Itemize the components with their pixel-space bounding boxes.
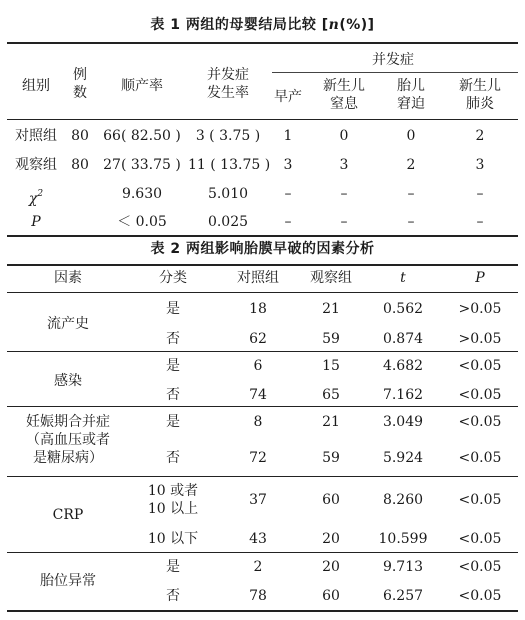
header-cases: [64, 66, 96, 102]
row-t: 8.260: [382, 492, 424, 508]
row-preterm: 1: [283, 128, 293, 144]
row-pneumonia: 2: [475, 128, 485, 144]
header-preterm: 早产: [274, 89, 302, 105]
table1-bottom-rule: [7, 235, 518, 237]
row-p: >0.05: [458, 331, 502, 347]
row-distress: 0: [406, 128, 416, 144]
row-t: 9.713: [382, 559, 424, 575]
row-category: 否: [166, 450, 180, 466]
header-asphyxia-line1: 新生儿: [323, 78, 365, 94]
row-category: 是: [166, 358, 180, 374]
header-comp-rate-line1: 并发症: [207, 67, 249, 83]
row-p: <0.05: [458, 492, 502, 508]
row-asphyxia: 0: [339, 128, 349, 144]
row-observe: 65: [322, 387, 340, 403]
row-category: 是: [166, 301, 180, 317]
row-category: 是: [166, 559, 180, 575]
row-t: 6.257: [382, 588, 424, 604]
factor-label: [8, 413, 128, 467]
row-category: [128, 482, 218, 518]
header-cases-line2: 数: [73, 85, 87, 101]
row-p: <0.05: [458, 588, 502, 604]
row-p: <0.05: [458, 358, 502, 374]
row-observe: 21: [322, 414, 340, 430]
row-t: 7.162: [382, 387, 424, 403]
row-observe: 20: [322, 559, 340, 575]
header-group: 组别: [22, 78, 50, 94]
row-preterm: 3: [283, 157, 293, 173]
row-p: >0.05: [458, 301, 502, 317]
table1-title-prefix: 表 1 两组的母婴结局比较 [: [150, 17, 329, 33]
stat-smooth-birth: ＜ 0.05: [117, 214, 167, 230]
row-category: 是: [166, 414, 180, 430]
factor-label: CRP: [52, 507, 84, 523]
header-distress-line2: 窘迫: [397, 96, 425, 112]
row-group: 对照组: [15, 128, 57, 144]
factor-label: 感染: [54, 373, 82, 389]
row-control: 18: [249, 301, 267, 317]
row-control: 74: [249, 387, 267, 403]
row-observe: 60: [322, 588, 340, 604]
stat-complication-rate: 5.010: [207, 186, 249, 202]
row-complication-rate: 11 ( 13.75 ): [188, 157, 271, 173]
row-cases: 80: [71, 128, 89, 144]
stat-asphyxia: –: [340, 186, 348, 202]
group-divider: [7, 351, 518, 352]
row-t: 0.874: [382, 331, 424, 347]
row-control: 37: [249, 492, 267, 508]
header-factor: 因素: [54, 270, 82, 286]
table2-title: 表 2 两组影响胎膜早破的因素分析: [150, 241, 375, 257]
row-control: 62: [249, 331, 267, 347]
table1-title-suffix: (%)]: [339, 17, 375, 33]
row-asphyxia: 3: [339, 157, 349, 173]
table2-header-rule: [7, 292, 518, 293]
table2-bottom-rule: [7, 610, 518, 612]
row-control: 8: [253, 414, 263, 430]
row-smooth-birth: 66( 82.50 ): [103, 128, 181, 144]
chi-superscript: 2: [37, 189, 44, 199]
row-t: 4.682: [382, 358, 424, 374]
header-pneumonia-line2: 肺炎: [466, 96, 494, 112]
row-p: <0.05: [458, 531, 502, 547]
stat-label-p: P: [31, 214, 41, 230]
row-t: 0.562: [382, 301, 424, 317]
header-cases-line1: 例: [73, 67, 87, 83]
header-pneumonia: [442, 77, 518, 113]
header-subgroup-rule: [272, 72, 518, 73]
header-distress: [380, 77, 442, 113]
factor-label-line1: 妊娠期合并症: [26, 414, 110, 430]
row-observe: 59: [322, 450, 340, 466]
row-complication-rate: 3 ( 3.75 ): [195, 128, 261, 144]
stat-distress: –: [407, 214, 415, 230]
stat-pneumonia: –: [476, 214, 484, 230]
header-category: 分类: [159, 270, 187, 286]
row-control: 78: [249, 588, 267, 604]
table1-top-rule: [7, 42, 518, 44]
header-t: t: [400, 270, 406, 286]
row-observe: 59: [322, 331, 340, 347]
stat-preterm: –: [284, 214, 292, 230]
group-divider: [7, 476, 518, 477]
header-pneumonia-line1: 新生儿: [459, 78, 501, 94]
row-observe: 21: [322, 301, 340, 317]
chi-symbol: χ: [28, 191, 38, 207]
header-complication-group: 并发症: [372, 52, 414, 68]
row-category: 否: [166, 331, 180, 347]
header-smooth-birth: 顺产率: [121, 78, 163, 94]
row-p: <0.05: [458, 414, 502, 430]
row-p: <0.05: [458, 387, 502, 403]
group-divider: [7, 552, 518, 553]
row-t: 5.924: [382, 450, 424, 466]
row-cases: 80: [71, 157, 89, 173]
stat-distress: –: [407, 186, 415, 202]
row-smooth-birth: 27( 33.75 ): [103, 157, 181, 173]
header-observe: 观察组: [310, 270, 352, 286]
stat-smooth-birth: 9.630: [121, 186, 163, 202]
stat-pneumonia: –: [476, 186, 484, 202]
header-distress-line1: 胎儿: [397, 78, 425, 94]
row-category: 10 以下: [147, 531, 199, 547]
row-control: 72: [249, 450, 267, 466]
stat-preterm: –: [284, 186, 292, 202]
header-control: 对照组: [237, 270, 279, 286]
table1-title-italic: n: [328, 17, 340, 33]
header-asphyxia: [308, 77, 380, 113]
row-category: 否: [166, 588, 180, 604]
row-category: 否: [166, 387, 180, 403]
factor-label-line3: 是糖尿病）: [33, 450, 103, 466]
row-p: <0.05: [458, 450, 502, 466]
stat-label-chi: [8, 185, 64, 208]
header-asphyxia-line2: 窒息: [330, 96, 358, 112]
table1-title: [0, 15, 525, 35]
header-comp-rate-line2: 发生率: [207, 85, 249, 101]
row-control: 2: [253, 559, 263, 575]
factor-label-line2: （高血压或者: [26, 432, 110, 448]
row-pneumonia: 3: [475, 157, 485, 173]
row-observe: 20: [322, 531, 340, 547]
factor-label: 胎位异常: [40, 573, 96, 589]
header-p: P: [475, 270, 485, 286]
stat-complication-rate: 0.025: [207, 214, 249, 230]
table2-top-rule: [7, 264, 518, 266]
row-observe: 60: [322, 492, 340, 508]
row-control: 6: [253, 358, 263, 374]
group-divider: [7, 406, 518, 407]
row-category-line2: 10 以上: [147, 501, 199, 517]
row-category-line1: 10 或者: [147, 483, 199, 499]
row-p: <0.05: [458, 559, 502, 575]
row-control: 43: [249, 531, 267, 547]
header-complication-rate: [188, 66, 268, 102]
row-t: 3.049: [382, 414, 424, 430]
stat-asphyxia: –: [340, 214, 348, 230]
row-group: 观察组: [15, 157, 57, 173]
table1-header-rule: [7, 119, 518, 120]
factor-label: 流产史: [47, 316, 89, 332]
row-observe: 15: [322, 358, 340, 374]
row-t: 10.599: [378, 531, 428, 547]
row-distress: 2: [406, 157, 416, 173]
